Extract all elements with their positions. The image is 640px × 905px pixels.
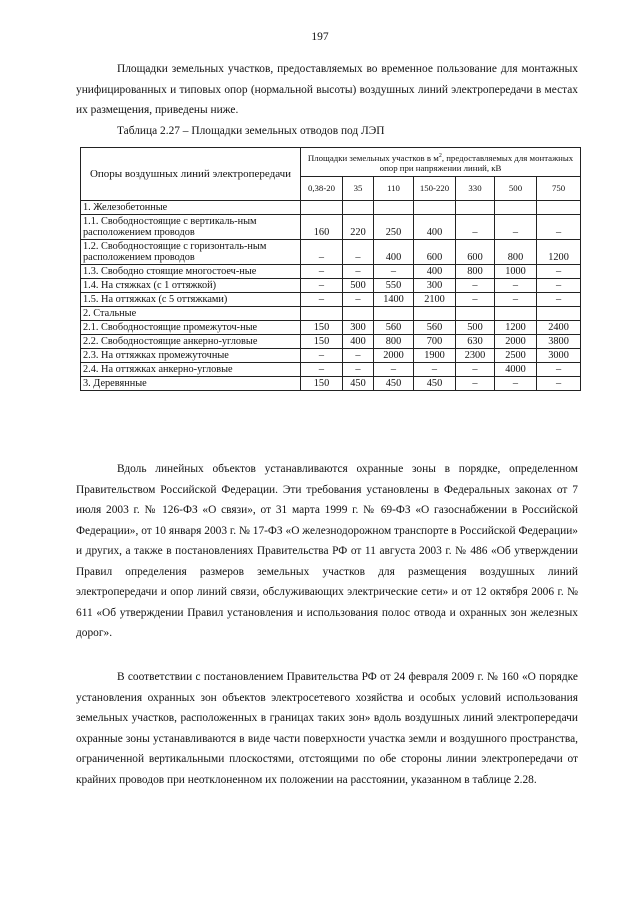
- area-value-cell: 550: [374, 279, 414, 293]
- table-row: [81, 363, 581, 377]
- area-value-cell: 1400: [374, 293, 414, 307]
- voltage-header: 110: [374, 177, 414, 201]
- protection-zones-paragraph: [76, 459, 578, 644]
- area-value-cell: –: [301, 349, 343, 363]
- area-value-cell: –: [537, 377, 581, 391]
- table-caption: Таблица 2.27 – Площадки земельных отводов под ЛЭП: [117, 125, 385, 137]
- area-value-cell: –: [374, 363, 414, 377]
- area-value-cell: [495, 307, 537, 321]
- area-value-cell: 250: [374, 215, 414, 240]
- area-value-cell: –: [343, 240, 374, 265]
- area-value-cell: –: [343, 349, 374, 363]
- area-value-cell: 700: [414, 335, 456, 349]
- table-body: [81, 201, 581, 391]
- area-value-cell: [343, 201, 374, 215]
- table-row: [81, 349, 581, 363]
- area-value-cell: 3000: [537, 349, 581, 363]
- table-row: [81, 321, 581, 335]
- intro-text: Площадки земельных участков, предоставляемых во временное пользование для монтажных унифицированных и типовых опор (нормальной высоты) воздушных линий электропередачи в местах их размещения, приведены ниже.: [76, 63, 578, 116]
- area-value-cell: 2000: [374, 349, 414, 363]
- area-value-cell: 2000: [495, 335, 537, 349]
- area-value-cell: –: [537, 363, 581, 377]
- area-value-cell: –: [495, 215, 537, 240]
- support-type-cell: 1. Железобетонные: [81, 201, 301, 215]
- area-value-cell: [537, 307, 581, 321]
- area-value-cell: –: [495, 293, 537, 307]
- area-value-cell: [456, 307, 495, 321]
- table-row: [81, 265, 581, 279]
- area-value-cell: 1200: [537, 240, 581, 265]
- table-section-row: [81, 307, 581, 321]
- area-value-cell: [537, 201, 581, 215]
- area-value-cell: 1000: [495, 265, 537, 279]
- voltage-header: 35: [343, 177, 374, 201]
- support-type-header: Опоры воздушных линий электропередачи: [81, 148, 301, 201]
- area-value-cell: –: [537, 265, 581, 279]
- area-value-cell: –: [495, 279, 537, 293]
- land-plots-table: [80, 147, 581, 391]
- support-type-cell: 2.2. Свободностоящие анкерно-угловые: [81, 335, 301, 349]
- voltage-header: 500: [495, 177, 537, 201]
- support-type-cell: 2.4. На оттяжках анкерно-угловые: [81, 363, 301, 377]
- area-value-cell: [343, 307, 374, 321]
- area-value-cell: –: [301, 240, 343, 265]
- table-row: [81, 240, 581, 265]
- area-value-cell: 2400: [537, 321, 581, 335]
- table-row: [81, 279, 581, 293]
- area-value-cell: 400: [374, 240, 414, 265]
- area-value-cell: 2300: [456, 349, 495, 363]
- area-value-cell: 560: [414, 321, 456, 335]
- area-value-cell: –: [343, 293, 374, 307]
- area-value-cell: 160: [301, 215, 343, 240]
- support-type-cell: 1.2. Свободностоящие с горизонталь-ным расположением проводов: [81, 240, 301, 265]
- table-row: [81, 215, 581, 240]
- area-value-cell: [456, 201, 495, 215]
- area-value-cell: –: [343, 265, 374, 279]
- area-value-cell: –: [343, 363, 374, 377]
- voltage-header: 750: [537, 177, 581, 201]
- table-section-row: [81, 201, 581, 215]
- area-value-cell: 800: [456, 265, 495, 279]
- area-value-cell: 500: [456, 321, 495, 335]
- support-type-cell: 2.1. Свободностоящие промежуточ-ные: [81, 321, 301, 335]
- area-value-cell: 600: [456, 240, 495, 265]
- area-value-cell: 400: [414, 265, 456, 279]
- area-value-cell: –: [495, 377, 537, 391]
- support-type-cell: 1.4. На стяжках (с 1 оттяжкой): [81, 279, 301, 293]
- area-value-cell: 300: [343, 321, 374, 335]
- area-value-cell: 400: [414, 215, 456, 240]
- area-value-cell: –: [414, 363, 456, 377]
- area-value-cell: 630: [456, 335, 495, 349]
- government-decree-paragraph: [76, 667, 578, 790]
- support-type-cell: 1.3. Свободно стоящие многостоеч-ные: [81, 265, 301, 279]
- area-value-cell: [374, 307, 414, 321]
- support-type-cell: 2.3. На оттяжках промежуточные: [81, 349, 301, 363]
- area-value-cell: 150: [301, 335, 343, 349]
- area-value-cell: [301, 307, 343, 321]
- paragraph2-text: Вдоль линейных объектов устанавливаются охранные зоны в порядке, определенном Правительством Российской Федерации. Эти требования установлены в Федеральных законах от 7 июля 2003 г. № 126-ФЗ «О связи», от 31 марта 1999 г. № 69-ФЗ «О газоснабжении в Российской Федерации», от 10 января 2003 г. № 17-ФЗ «О железнодорожном транспорте в Российской Федерации» и других, а также в постановлениях Правительства РФ от 11 августа 2003 г. № 486 «Об утверждении Правил определения размеров земельных участков для размещения воздушных линий электропередачи и опор линий связи, обслуживающих электрические сети» и от 12 октября 2006 г. № 611 «Об утверждении Правил установления и использования полос отвода и охранных зон железных дорог».: [76, 463, 578, 639]
- area-value-cell: 3800: [537, 335, 581, 349]
- area-value-cell: 220: [343, 215, 374, 240]
- support-type-cell: 2. Стальные: [81, 307, 301, 321]
- area-value-cell: [414, 201, 456, 215]
- area-value-cell: –: [301, 265, 343, 279]
- group-header-text: Площадки земельных участков в м: [307, 153, 439, 163]
- voltage-header: 0,38-20: [301, 177, 343, 201]
- area-value-cell: 450: [414, 377, 456, 391]
- area-value-cell: 4000: [495, 363, 537, 377]
- group-header-tail: , предоставляемых для монтажных опор при напряжении линий, кВ: [379, 153, 574, 173]
- area-value-cell: [374, 201, 414, 215]
- area-value-cell: [495, 201, 537, 215]
- area-value-cell: 450: [374, 377, 414, 391]
- area-value-cell: –: [456, 363, 495, 377]
- area-value-cell: –: [374, 265, 414, 279]
- area-value-cell: –: [456, 293, 495, 307]
- intro-paragraph: [76, 59, 578, 121]
- area-value-cell: –: [456, 377, 495, 391]
- area-value-cell: 560: [374, 321, 414, 335]
- area-value-cell: 400: [343, 335, 374, 349]
- support-type-cell: 1.5. На оттяжках (с 5 оттяжками): [81, 293, 301, 307]
- area-value-cell: 1900: [414, 349, 456, 363]
- area-value-cell: –: [537, 215, 581, 240]
- area-value-cell: [414, 307, 456, 321]
- area-value-cell: –: [456, 279, 495, 293]
- voltage-header: 330: [456, 177, 495, 201]
- area-value-cell: 800: [495, 240, 537, 265]
- area-value-cell: 300: [414, 279, 456, 293]
- area-value-cell: 2500: [495, 349, 537, 363]
- area-value-cell: 1200: [495, 321, 537, 335]
- support-type-cell: 1.1. Свободностоящие с вертикаль-ным расположением проводов: [81, 215, 301, 240]
- area-value-cell: [301, 201, 343, 215]
- area-value-cell: –: [537, 279, 581, 293]
- area-value-cell: –: [456, 215, 495, 240]
- area-value-cell: –: [301, 293, 343, 307]
- area-value-cell: 2100: [414, 293, 456, 307]
- voltage-header: 150-220: [414, 177, 456, 201]
- table-row: [81, 335, 581, 349]
- area-value-cell: 150: [301, 377, 343, 391]
- land-area-group-header: [301, 148, 581, 177]
- area-value-cell: 500: [343, 279, 374, 293]
- table-row: [81, 293, 581, 307]
- area-value-cell: –: [301, 363, 343, 377]
- area-value-cell: 600: [414, 240, 456, 265]
- area-value-cell: –: [537, 293, 581, 307]
- area-value-cell: –: [301, 279, 343, 293]
- paragraph3-text: В соответствии с постановлением Правительства РФ от 24 февраля 2009 г. № 160 «О порядке установления охранных зон объектов электросетевого хозяйства и особых условий использования земельных участков, расположенных в границах таких зон» вдоль воздушных линий электропередачи охранные зоны устанавливаются в виде части поверхности участка земли и воздушного пространства, ограниченной вертикальными плоскостями, отстоящими по обе стороны линии электропередачи от крайних проводов при неотклоненном их положении на расстоянии, указанном в таблице 2.28.: [76, 671, 578, 786]
- page-number: 197: [311, 31, 329, 43]
- support-type-cell: 3. Деревянные: [81, 377, 301, 391]
- table-row: [81, 377, 581, 391]
- group-header-sup: 2: [438, 153, 442, 159]
- area-value-cell: 800: [374, 335, 414, 349]
- area-value-cell: 150: [301, 321, 343, 335]
- area-value-cell: 450: [343, 377, 374, 391]
